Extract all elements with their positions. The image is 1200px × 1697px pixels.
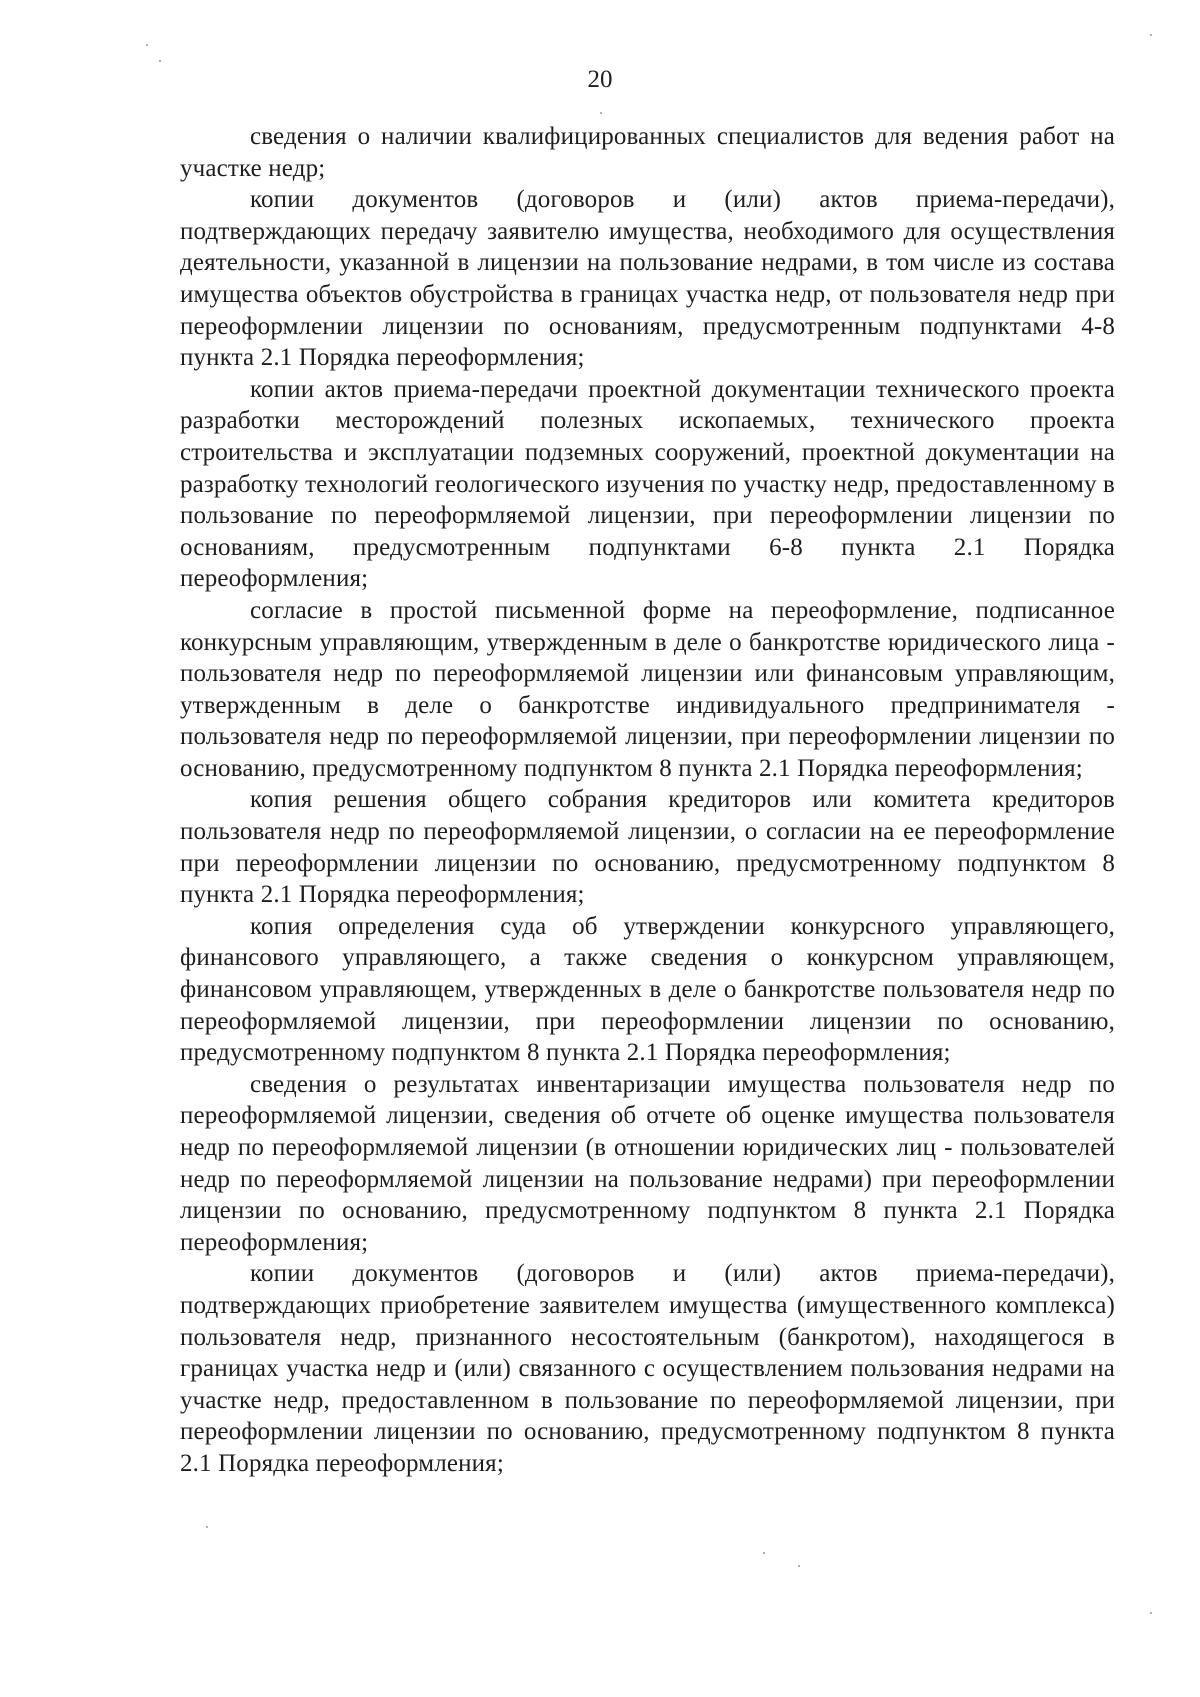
- document-body: [180, 121, 1115, 1480]
- scan-speck: [159, 60, 161, 62]
- paragraph-property-acquisition-documents: копии документов (договоров и (или) актов приема-передачи), подтверждающих приобретение заявителем имущества (имущественного комплекса) пользователя недр, признанного несостоятельным (банкротом), находящегося в границах участка недр и (или) связанного с осуществлением пользования недрами на участке недр, предоставленном в пользование по переоформляемой лицензии, при переоформлении лицензии по основанию, предусмотренному подпунктом 8 пункта 2.1 Порядка переоформления;: [180, 1260, 1115, 1477]
- paragraph-bankruptcy-manager-consent: согласие в простой письменной форме на переоформление, подписанное конкурсным управляющим, утвержденным в деле о банкротстве юридического лица - пользователя недр по переоформляемой лицензии или финансовым управляющим, утвержденным в деле о банкротстве индивидуального предпринимателя - пользователя недр по переоформляемой лицензии, при переоформлении лицензии по основанию, предусмотренному подпунктом 8 пункта 2.1 Порядка переоформления;: [180, 596, 1115, 782]
- scan-speck: [600, 112, 602, 114]
- paragraph-inventory-results: сведения о результатах инвентаризации имущества пользователя недр по переоформляемой лицензии, сведения об отчете об оценке имущества пользователя недр по переоформляемой лицензии (в отношении юридических лиц - пользователей недр по переоформляемой лицензии на пользование недрами) при переоформлении лицензии по основанию, предусмотренному подпунктом 8 пункта 2.1 Порядка переоформления;: [180, 1070, 1115, 1256]
- scan-speck: [1150, 1612, 1152, 1614]
- page-number: 20: [587, 66, 613, 93]
- scan-speck: [798, 1565, 800, 1567]
- paragraph-qualified-specialists: сведения о наличии квалифицированных специалистов для ведения работ на участке недр;: [180, 123, 1115, 182]
- paragraph-project-documentation-acts: копии актов приема-передачи проектной документации технического проекта разработки месторождений полезных ископаемых, технического проекта строительства и эксплуатации подземных сооружений, проектной документации на разработку технологий геологического изучения по участку недр, предоставленному в пользование по переоформляемой лицензии, при переоформлении лицензии по основаниям, предусмотренным подпунктами 6-8 пункта 2.1 Порядка переоформления;: [180, 375, 1115, 593]
- paragraph-court-ruling-copy: копия определения суда об утверждении конкурсного управляющего, финансового управляющего, а также сведения о конкурсном управляющем, финансовом управляющем, утвержденных в деле о банкротстве пользователя недр по переоформляемой лицензии, при переоформлении лицензии по основанию, предусмотренному подпунктом 8 пункта 2.1 Порядка переоформления;: [180, 912, 1115, 1067]
- scan-speck: [206, 1526, 208, 1528]
- scan-speck: [763, 1552, 765, 1554]
- paragraph-creditors-meeting-decision: копия решения общего собрания кредиторов или комитета кредиторов пользователя недр по переоформляемой лицензии, о согласии на ее переоформление при переоформлении лицензии по основанию, предусмотренному подпунктом 8 пункта 2.1 Порядка переоформления;: [180, 786, 1115, 909]
- paragraph-property-transfer-documents: копии документов (договоров и (или) актов приема-передачи), подтверждающих передачу заявителю имущества, необходимого для осуществления деятельности, указанной в лицензии на пользование недрами, в том числе из состава имущества объектов обустройства в границах участка недр, от пользователя недр при переоформлении лицензии по основаниям, предусмотренным подпунктами 4-8 пункта 2.1 Порядка переоформления;: [180, 186, 1115, 372]
- scan-speck: [1150, 34, 1152, 36]
- scan-speck: [146, 44, 148, 46]
